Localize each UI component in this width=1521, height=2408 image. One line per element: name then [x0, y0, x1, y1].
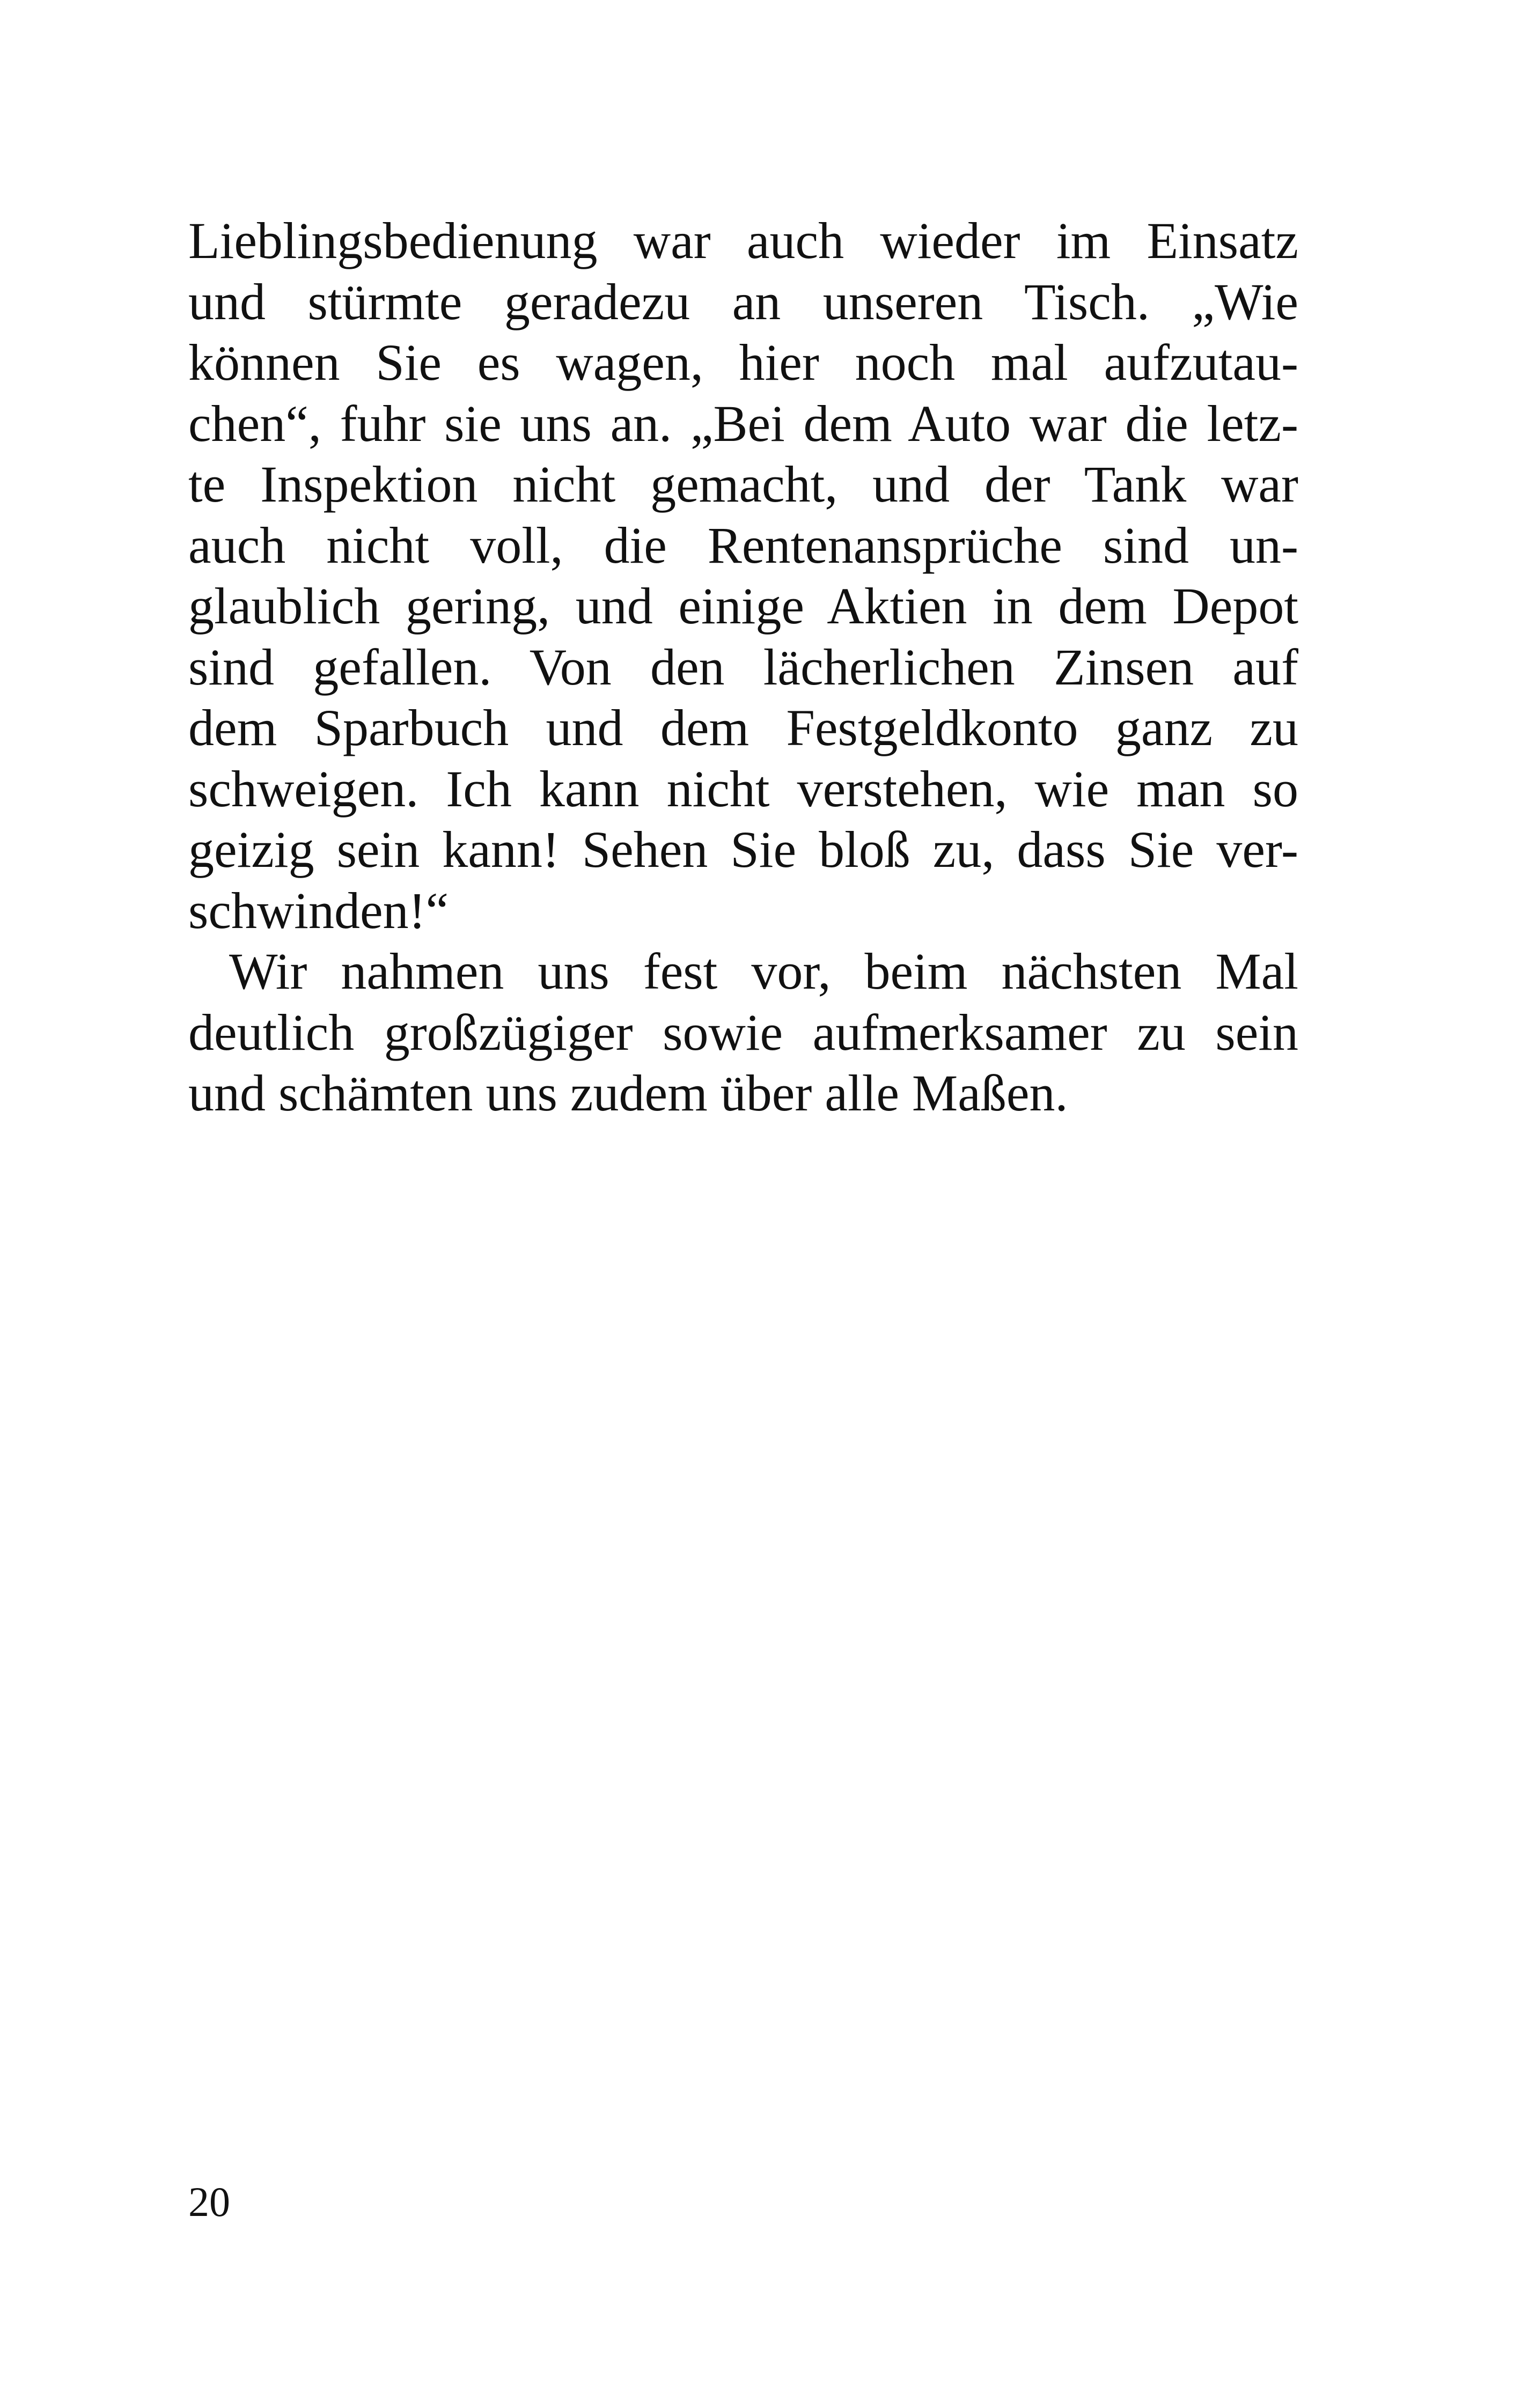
text-line: und schämten uns zudem über alle Maßen.: [188, 1064, 1068, 1122]
text-line: und stürmte geradezu an unseren Tisch. „Wie: [188, 273, 1298, 330]
text-line: können Sie es wagen, hier noch mal aufzutau-: [188, 334, 1298, 391]
text-line: geizig sein kann! Sehen Sie bloß zu, dass Sie ver-: [188, 821, 1298, 878]
text-line: Wir nahmen uns fest vor, beim nächsten Mal: [229, 942, 1298, 1000]
page-number: 20: [188, 2178, 230, 2225]
text-line: auch nicht voll, die Rentenansprüche sind un-: [188, 516, 1298, 574]
text-line: glaublich gering, und einige Aktien in dem Depot: [188, 577, 1298, 635]
text-line: deutlich großzügiger sowie aufmerksamer zu sein: [188, 1003, 1298, 1061]
text-line: schweigen. Ich kann nicht verstehen, wie man so: [188, 760, 1298, 818]
body-text: [188, 210, 1298, 1124]
text-line: sind gefallen. Von den lächerlichen Zinsen auf: [188, 638, 1298, 696]
paragraph-2: [188, 941, 1298, 1124]
text-line: schwinden!“: [188, 881, 449, 939]
paragraph-1: [188, 210, 1298, 941]
text-line: dem Sparbuch und dem Festgeldkonto ganz zu: [188, 699, 1298, 756]
text-line: chen“, fuhr sie uns an. „Bei dem Auto war die letz-: [188, 394, 1298, 452]
text-line: Lieblingsbedienung war auch wieder im Einsatz: [188, 212, 1298, 269]
text-line: te Inspektion nicht gemacht, und der Tank war: [188, 455, 1298, 513]
